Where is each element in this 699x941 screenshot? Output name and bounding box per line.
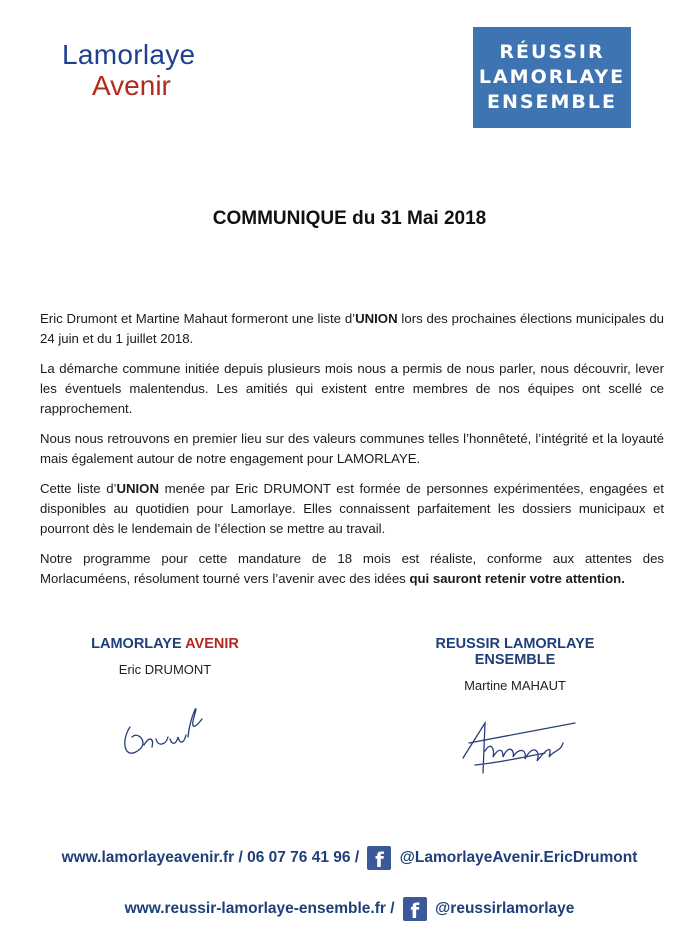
reussir-lamorlaye-ensemble-logo: [473, 27, 631, 128]
signature-org-left: LAMORLAYE AVENIR: [91, 636, 239, 652]
footer-website-2[interactable]: www.reussir-lamorlaye-ensemble.fr /: [124, 900, 395, 917]
signature-name-right: Martine MAHAUT: [464, 678, 566, 693]
document-body: [40, 309, 664, 599]
document-title: COMMUNIQUE du 31 Mai 2018: [212, 208, 487, 229]
logo-text-avenir: Avenir: [92, 69, 171, 101]
signature-org-right: REUSSIR LAMORLAYE ENSEMBLE: [435, 636, 595, 668]
paragraph-3: Nous nous retrouvons en premier lieu sur des valeurs communes telles l’honnêteté, l’intégrité et la loyauté mais également autour de notre engagement pour LAMORLAYE.: [40, 431, 664, 466]
footer-line-2: [0, 897, 699, 921]
footer-facebook-handle-2[interactable]: @reussirlamorlaye: [435, 900, 575, 917]
lamorlaye-avenir-logo: [62, 40, 195, 102]
facebook-icon[interactable]: f: [403, 897, 427, 921]
paragraph-5: Notre programme pour cette mandature de 18 mois est réaliste, conforme aux attentes des Morlacuméens, résolument tourné vers l’avenir avec des idées qui sauront retenir votre attention.: [40, 551, 664, 586]
footer-line-1: [0, 846, 699, 870]
paragraph-1: Eric Drumont et Martine Mahaut formeront une liste d’UNION lors des prochaines élections municipales du 24 juin et du 1 juillet 2018.: [40, 311, 664, 346]
footer-facebook-handle-1[interactable]: @LamorlayeAvenir.EricDrumont: [399, 849, 638, 866]
logo-line-ensemble: ENSEMBLE: [486, 91, 618, 114]
logo-line-lamorlaye: LAMORLAYE: [478, 65, 626, 88]
logo-line-reussir: RÉUSSIR: [499, 40, 605, 63]
handwritten-signature-mahaut: [445, 703, 585, 788]
footer-website-phone[interactable]: www.lamorlayeavenir.fr / 06 07 76 41 96 /: [61, 849, 360, 866]
signature-block-right: [395, 636, 635, 788]
paragraph-4: Cette liste d’UNION menée par Eric DRUMONT est formée de personnes expérimentées, engagées et disponibles au quotidien pour Lamorlaye. Elles connaissent parfaitement les dossiers municipaux et pourront dès le lendemain de l’élection se mettre au travail.: [40, 481, 664, 536]
paragraph-2: La démarche commune initiée depuis plusieurs mois nous a permis de nous parler, nous découvrir, lever les éventuels malentendus. Les amitiés qui existent entre membres de nos équipes ont scellé ce rapprochement.: [40, 361, 664, 416]
facebook-icon[interactable]: f: [367, 846, 391, 870]
signature-block-left: [80, 636, 250, 772]
signature-name-left: Eric DRUMONT: [118, 662, 212, 677]
logo-text-lamorlaye: Lamorlaye: [62, 39, 196, 70]
handwritten-signature-drumont: [110, 687, 220, 772]
